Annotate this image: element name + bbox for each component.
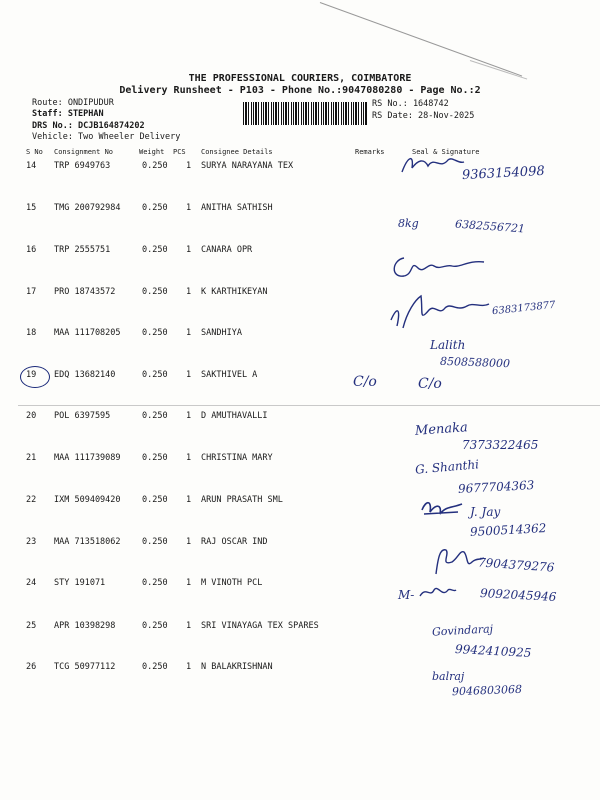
col-pcs: PCS xyxy=(173,148,186,156)
row-sno: 26 xyxy=(26,662,37,672)
row-consignment: TMG 200792984 xyxy=(54,203,121,213)
rs-number: RS No.: 1648742 xyxy=(372,99,449,109)
signature-scribble-row-24 xyxy=(418,582,458,602)
row-consignment: APR 10398298 xyxy=(54,621,116,631)
row-sno: 20 xyxy=(26,411,37,421)
row-sno: 22 xyxy=(26,495,37,505)
handwritten-phone-row-14: 9363154098 xyxy=(461,163,546,184)
row-weight: 0.250 xyxy=(142,662,168,672)
row-sno: 14 xyxy=(26,161,37,171)
row-sno: 18 xyxy=(26,328,37,338)
col-consignment: Consignment No xyxy=(54,148,114,156)
row-weight: 0.250 xyxy=(142,328,168,338)
handwritten-phone-row-26: 9046803068 xyxy=(451,682,523,699)
rs-date: RS Date: 28-Nov-2025 xyxy=(372,111,475,121)
row-consignment: TCG 50977112 xyxy=(54,662,116,672)
row-consignment: EDQ 13682140 xyxy=(54,370,116,380)
handwritten-name-row-18: Lalith xyxy=(430,338,466,352)
row-sno: 15 xyxy=(26,203,37,213)
handwritten-phone-row-23: 7904379276 xyxy=(477,555,555,575)
row-consignee: CANARA OPR xyxy=(201,245,253,255)
row-consignee: K KARTHIKEYAN xyxy=(201,287,268,297)
handwritten-signature-row-19: C/o xyxy=(418,376,442,392)
row-consignee: D AMUTHAVALLI xyxy=(201,411,268,421)
row-weight: 0.250 xyxy=(142,203,168,213)
drs-number: DRS No.: DCJB164874202 xyxy=(32,121,145,131)
staff-label: Staff: STEPHAN xyxy=(32,109,104,119)
row-weight: 0.250 xyxy=(142,287,168,297)
row-sno: 24 xyxy=(26,578,37,588)
row-pcs: 1 xyxy=(186,203,192,213)
handwritten-name-row-25: Govindaraj xyxy=(431,622,494,639)
handwritten-name-row-21: G. Shanthi xyxy=(414,457,480,477)
row-sno: 19 xyxy=(26,370,37,380)
handwritten-remark-row-19: C/o xyxy=(353,374,377,390)
row-sno: 21 xyxy=(26,453,37,463)
barcode xyxy=(243,102,367,125)
row-consignee: SANDHIYA xyxy=(201,328,242,338)
signature-scribble-row-16 xyxy=(388,248,488,282)
row-consignment: IXM 509409420 xyxy=(54,495,121,505)
row-consignment: STY 191071 xyxy=(54,578,106,588)
handwritten-name-row-26: balraj xyxy=(432,670,465,683)
row-weight: 0.250 xyxy=(142,495,168,505)
signature-scribble-row-17 xyxy=(385,292,495,336)
row-weight: 0.250 xyxy=(142,537,168,547)
signature-scribble-row-14 xyxy=(398,150,468,178)
handwritten-phone-row-15: 6382556721 xyxy=(454,217,526,236)
col-sno: S No xyxy=(26,148,43,156)
route-label: Route: ONDIPUDUR xyxy=(32,98,114,108)
row-weight: 0.250 xyxy=(142,621,168,631)
row-pcs: 1 xyxy=(186,161,192,171)
row-consignee: ANITHA SATHISH xyxy=(201,203,273,213)
circled-row-marker xyxy=(20,366,50,388)
handwritten-name-row-22: J. Jay xyxy=(470,505,501,519)
row-pcs: 1 xyxy=(186,411,192,421)
row-consignment: MAA 713518062 xyxy=(54,537,121,547)
fold-crease-top xyxy=(320,2,522,76)
row-consignment: PRO 18743572 xyxy=(54,287,116,297)
row-weight: 0.250 xyxy=(142,370,168,380)
row-consignment: MAA 111739089 xyxy=(54,453,121,463)
row-pcs: 1 xyxy=(186,287,192,297)
row-pcs: 1 xyxy=(186,662,192,672)
row-consignment: MAA 111708205 xyxy=(54,328,121,338)
handwritten-phone-row-20: 7373322465 xyxy=(462,438,539,452)
row-consignee: CHRISTINA MARY xyxy=(201,453,273,463)
row-consignee: RAJ OSCAR IND xyxy=(201,537,268,547)
row-sno: 17 xyxy=(26,287,37,297)
row-sno: 23 xyxy=(26,537,37,547)
col-consignee: Consignee Details xyxy=(201,148,273,156)
row-pcs: 1 xyxy=(186,370,192,380)
row-pcs: 1 xyxy=(186,537,192,547)
row-pcs: 1 xyxy=(186,328,192,338)
row-consignee: SURYA NARAYANA TEX xyxy=(201,161,294,171)
row-consignee: N BALAKRISHNAN xyxy=(201,662,273,672)
handwritten-name-row-20: Menaka xyxy=(414,420,469,439)
handwritten-phone-row-25: 9942410925 xyxy=(454,642,532,660)
row-pcs: 1 xyxy=(186,453,192,463)
row-consignee: SAKTHIVEL A xyxy=(201,370,258,380)
handwritten-phone-row-22: 9500514362 xyxy=(469,521,547,539)
row-divider xyxy=(18,405,600,406)
row-pcs: 1 xyxy=(186,245,192,255)
row-sno: 16 xyxy=(26,245,37,255)
row-consignee: ARUN PRASATH SML xyxy=(201,495,283,505)
col-remarks: Remarks xyxy=(355,148,385,156)
runsheet-title: Delivery Runsheet - P103 - Phone No.:9047080280 - Page No.:2 xyxy=(119,85,481,96)
row-sno: 25 xyxy=(26,621,37,631)
row-consignee: SRI VINAYAGA TEX SPARES xyxy=(201,621,319,631)
handwritten-phone-row-18: 8508588000 xyxy=(439,354,511,371)
row-consignee: M VINOTH PCL xyxy=(201,578,263,588)
handwritten-phone-row-21: 9677704363 xyxy=(457,478,535,496)
col-seal-signature: Seal & Signature xyxy=(412,148,480,156)
table-row xyxy=(0,328,600,370)
row-pcs: 1 xyxy=(186,621,192,631)
row-consignment: TRP 2555751 xyxy=(54,245,111,255)
vehicle-label: Vehicle: Two Wheeler Delivery xyxy=(32,132,181,142)
row-pcs: 1 xyxy=(186,578,192,588)
handwritten-phone-row-24: 9092045946 xyxy=(479,586,557,604)
company-name: THE PROFESSIONAL COURIERS, COIMBATORE xyxy=(188,73,412,84)
row-weight: 0.250 xyxy=(142,411,168,421)
handwritten-phone-row-17: 6383173877 xyxy=(491,299,557,318)
row-pcs: 1 xyxy=(186,495,192,505)
row-weight: 0.250 xyxy=(142,161,168,171)
handwritten-name-row-15: 8kg xyxy=(398,217,419,230)
handwritten-prefix-row-24: M- xyxy=(398,588,415,602)
row-weight: 0.250 xyxy=(142,578,168,588)
col-weight: Weight xyxy=(139,148,165,156)
row-consignment: TRP 6949763 xyxy=(54,161,111,171)
signature-scribble-row-22 xyxy=(418,496,466,518)
row-consignment: POL 6397595 xyxy=(54,411,111,421)
row-weight: 0.250 xyxy=(142,453,168,463)
table-row xyxy=(0,245,600,287)
row-weight: 0.250 xyxy=(142,245,168,255)
